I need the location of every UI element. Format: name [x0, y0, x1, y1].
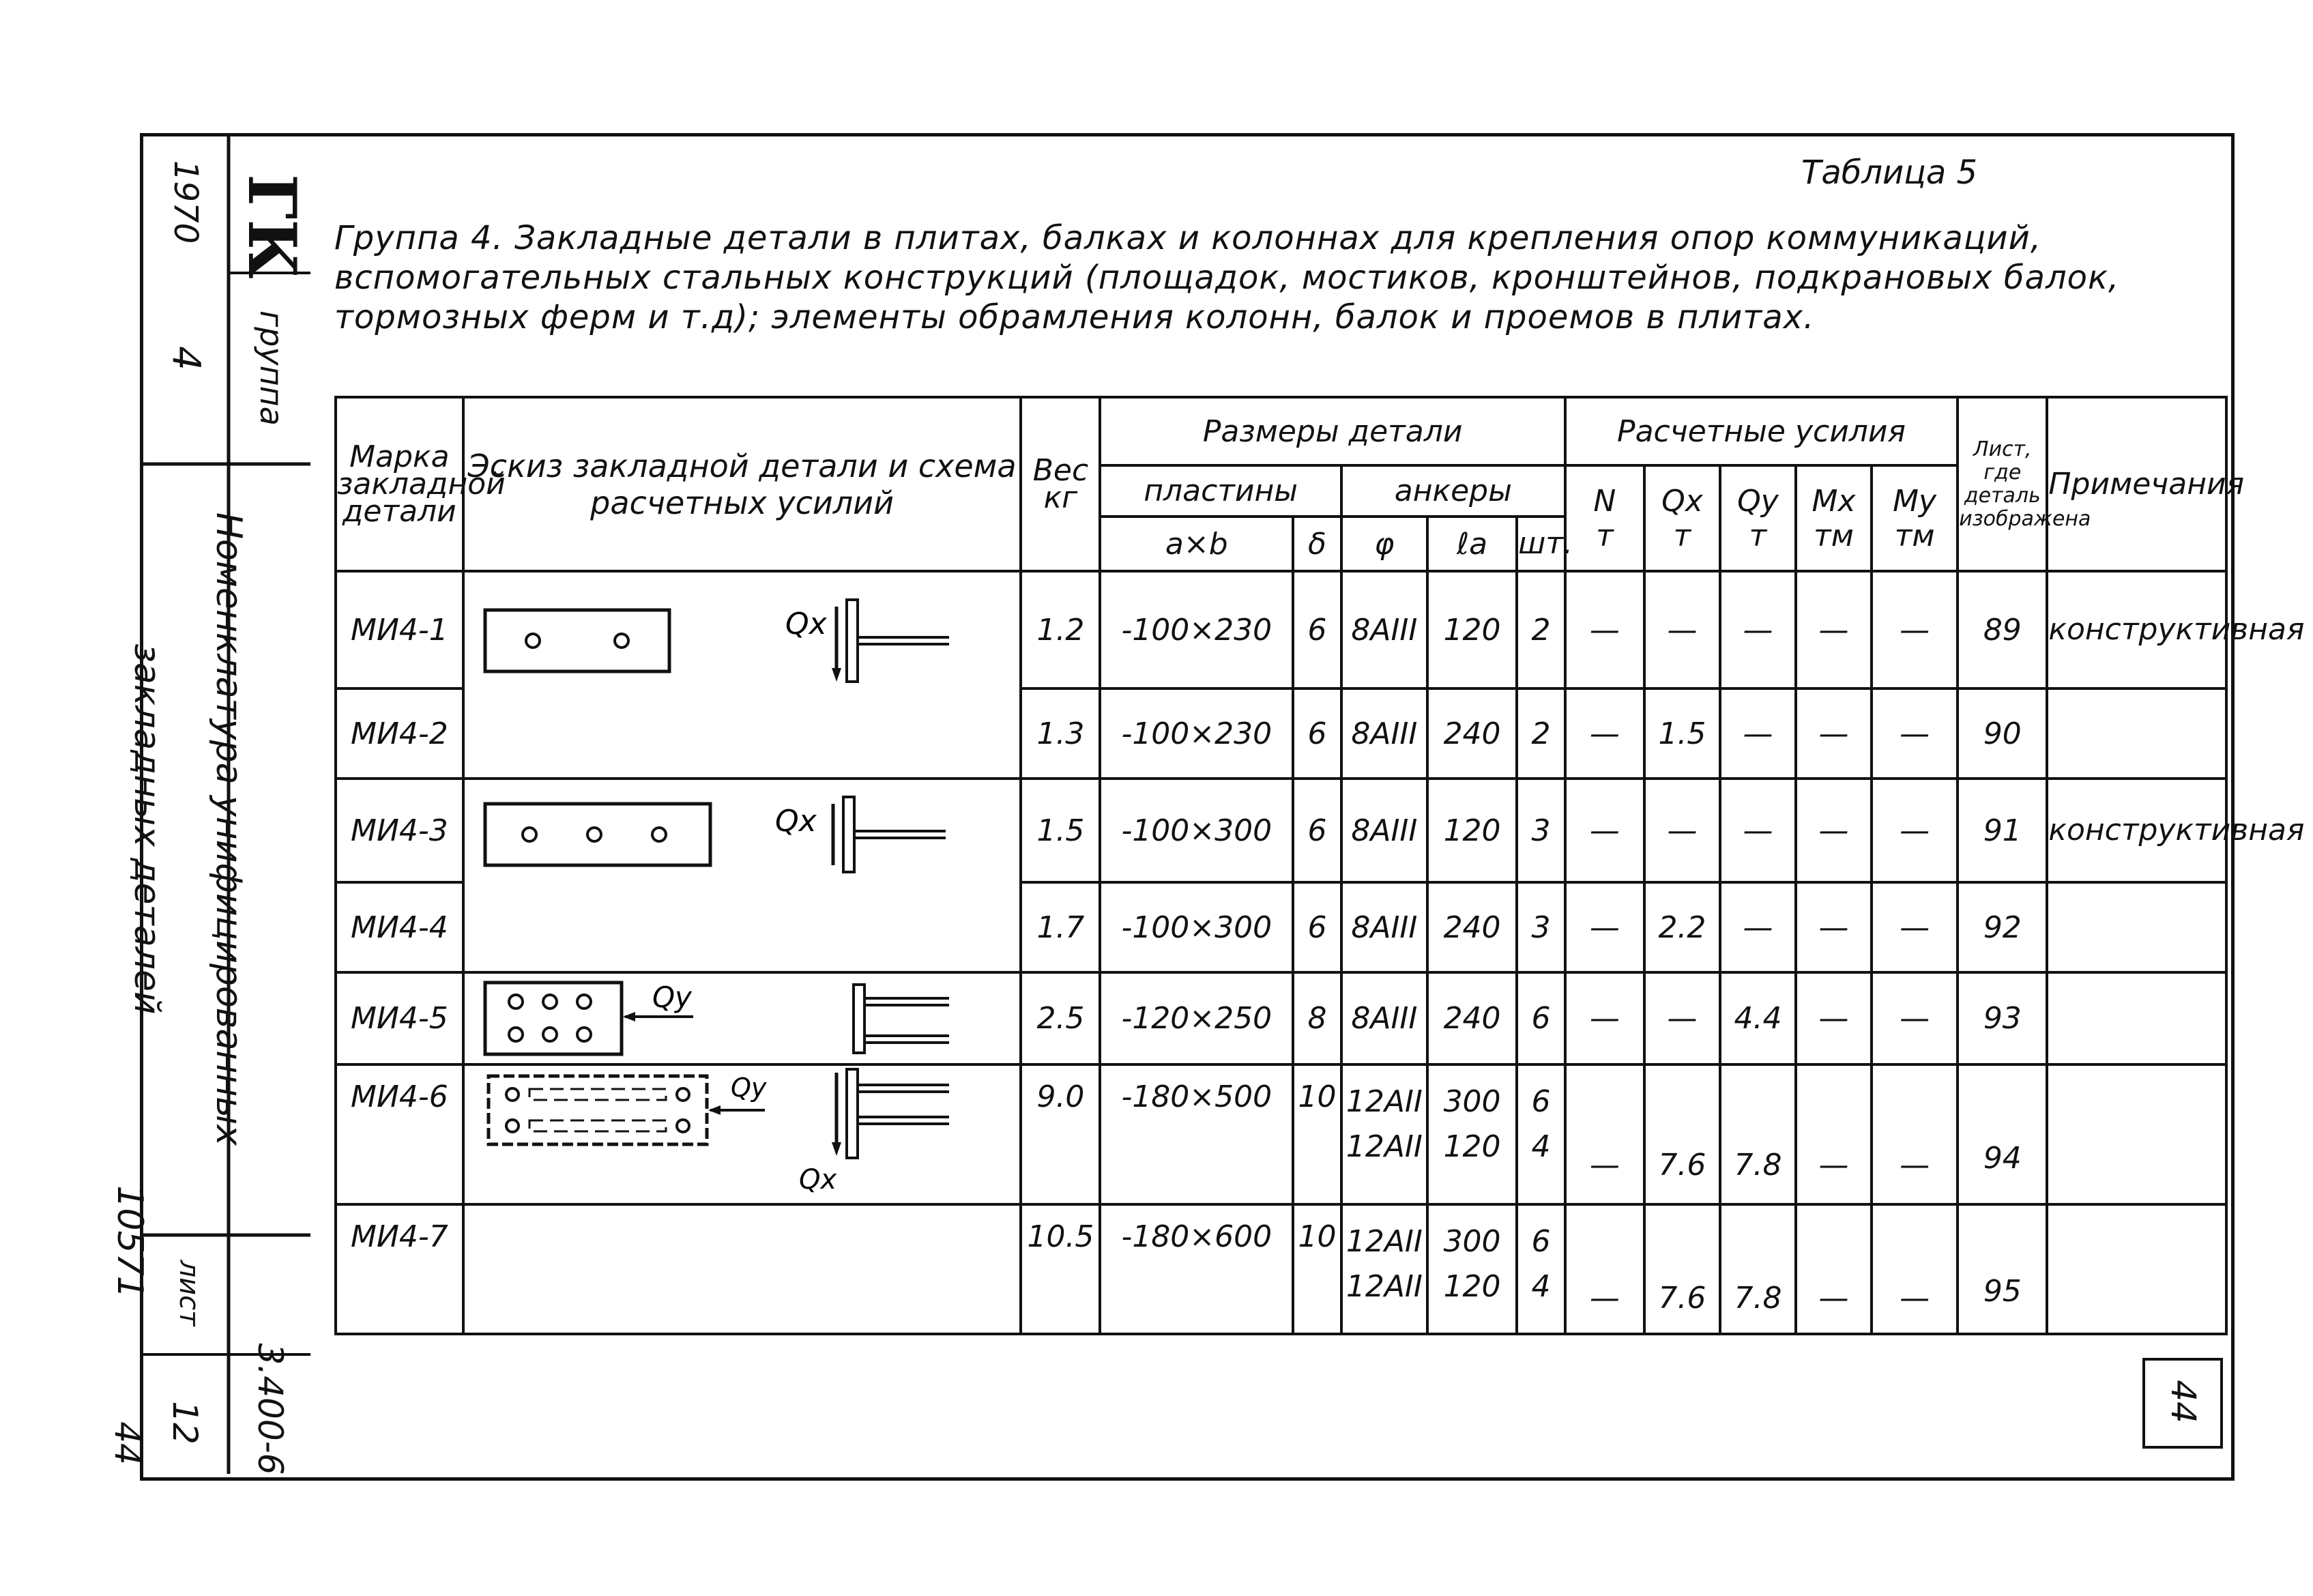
sketch-drawing [465, 572, 1010, 777]
col-qx-unit: т [1673, 518, 1691, 553]
row-la-2: 120 [1443, 1129, 1501, 1164]
col-n-unit: т [1596, 518, 1614, 553]
row-qy: — [1720, 571, 1796, 688]
row-pcs: 2 [1517, 688, 1565, 779]
row-my: — [1872, 882, 1958, 972]
row-pcs: 3 [1517, 779, 1565, 882]
col-n-label: N [1593, 483, 1616, 519]
col-qx [1644, 465, 1720, 571]
row-weight: 1.7 [1021, 882, 1100, 972]
row-mark: МИ4-1 [336, 571, 463, 688]
row-la-2: 120 [1443, 1269, 1501, 1304]
row-sheet: 90 [1958, 688, 2047, 779]
row-sheet: 92 [1958, 882, 2047, 972]
row-axb: -120×250 [1100, 972, 1293, 1064]
row-la: 240 [1427, 882, 1517, 972]
row-mark: МИ4-6 [336, 1064, 463, 1204]
row-n: — [1565, 972, 1644, 1064]
sketch-mi4-3 [463, 779, 1021, 972]
row-phi [1341, 1064, 1427, 1204]
row-la-1: 300 [1443, 1084, 1501, 1119]
row-note [2047, 688, 2226, 779]
col-mark: Марка закладной детали [336, 397, 463, 571]
row-pcs [1517, 1064, 1565, 1204]
row-sheet: 94 [1958, 1064, 2047, 1204]
sketch-mi4-6 [463, 1064, 1021, 1204]
col-notes: Примечания [2047, 397, 2226, 571]
col-mx-unit: тм [1814, 518, 1854, 553]
col-weight: Вес кг [1021, 397, 1100, 571]
row-pcs [1517, 1204, 1565, 1334]
row-mark: МИ4-4 [336, 882, 463, 972]
row-qx: 2.2 [1644, 882, 1720, 972]
col-qy-unit: т [1749, 518, 1767, 553]
row-qy: — [1720, 779, 1796, 882]
row-axb: -100×300 [1100, 882, 1293, 972]
row-sheet: 95 [1958, 1204, 2047, 1334]
row-note: конструктивная [2047, 571, 2226, 688]
row-axb: -100×300 [1100, 779, 1293, 882]
row-pcs-2: 4 [1531, 1129, 1551, 1164]
row-phi-2: 12AII [1345, 1269, 1423, 1304]
row-qx: — [1644, 571, 1720, 688]
row-pcs-2: 4 [1531, 1269, 1551, 1304]
row-weight: 1.3 [1021, 688, 1100, 779]
stamp-sheet-number: 12 [165, 1401, 205, 1445]
row-axb: -100×230 [1100, 688, 1293, 779]
row-n: — [1565, 1204, 1644, 1334]
col-la: ℓa [1427, 517, 1517, 571]
row-qy: 4.4 [1720, 972, 1796, 1064]
parts-table [334, 396, 2305, 1335]
col-anchors: анкеры [1341, 465, 1565, 517]
table-label: Таблица 5 [1801, 154, 1978, 192]
row-my: — [1872, 1064, 1958, 1204]
row-delta: 6 [1293, 571, 1341, 688]
row-qy: 7.8 [1720, 1204, 1796, 1334]
row-delta: 10 [1293, 1204, 1341, 1334]
sketch-mi4-7 [463, 1204, 1021, 1334]
row-mark: МИ4-2 [336, 688, 463, 779]
row-my: — [1872, 779, 1958, 882]
row-pcs: 3 [1517, 882, 1565, 972]
row-phi: 8AIII [1341, 882, 1427, 972]
row-phi: 8AIII [1341, 571, 1427, 688]
row-phi: 8AIII [1341, 779, 1427, 882]
row-mark: МИ4-5 [336, 972, 463, 1064]
col-pcs: шт. [1517, 517, 1565, 571]
row-pcs-1: 6 [1531, 1224, 1551, 1259]
group-heading: Группа 4. Закладные детали в плитах, балках и колоннах для крепления опор коммуникаций, вспомогательных стальных конструкций (площадок, мостиков, кронштейнов, подкрановых балок, тормозных ферм и т.д); элементы обрамления колонн, балок и проемов в плитах. [334, 219, 2120, 336]
col-delta: δ [1293, 517, 1341, 571]
row-n: — [1565, 571, 1644, 688]
row-la: 120 [1427, 779, 1517, 882]
row-mx: — [1796, 882, 1872, 972]
row-n: — [1565, 882, 1644, 972]
sketch-qy-label: Qy [652, 980, 692, 1014]
col-dims: Размеры детали [1100, 397, 1565, 465]
sketch-drawing [465, 1066, 1010, 1202]
row-qy: — [1720, 882, 1796, 972]
row-phi-1: 12AII [1345, 1084, 1423, 1119]
row-sheet: 93 [1958, 972, 2047, 1064]
row-la: 240 [1427, 688, 1517, 779]
row-mark: МИ4-7 [336, 1204, 463, 1334]
row-sheet: 91 [1958, 779, 2047, 882]
row-mx: — [1796, 571, 1872, 688]
row-mx: — [1796, 779, 1872, 882]
row-la: 240 [1427, 972, 1517, 1064]
stamp-year: 1970 [166, 160, 205, 244]
stamp-logo: ГК [233, 174, 310, 279]
stamp-series: 3.400-6 [250, 1343, 290, 1475]
row-mx: — [1796, 688, 1872, 779]
stamp-group-label: группа [253, 310, 290, 426]
row-qx: 7.6 [1644, 1064, 1720, 1204]
sketch-mi4-5 [463, 972, 1021, 1064]
col-mx [1796, 465, 1872, 571]
page-number: 44 [107, 1421, 147, 1465]
row-weight: 2.5 [1021, 972, 1100, 1064]
sketch-qx-label: Qx [798, 1164, 837, 1195]
row-qx: 7.6 [1644, 1204, 1720, 1334]
row-pcs: 6 [1517, 972, 1565, 1064]
sketch-qx-label: Qx [774, 804, 817, 839]
row-mx: — [1796, 1064, 1872, 1204]
row-delta: 10 [1293, 1064, 1341, 1204]
stamp-sheet-label: лист [173, 1260, 205, 1326]
col-sheet: Лист, где деталь изображена [1958, 397, 2047, 571]
row-note [2047, 1204, 2226, 1334]
col-plates: пластины [1100, 465, 1341, 517]
row-n: — [1565, 779, 1644, 882]
sketch-drawing [465, 974, 1010, 1063]
row-axb: -180×500 [1100, 1064, 1293, 1204]
row-weight: 10.5 [1021, 1204, 1100, 1334]
row-weight: 1.2 [1021, 571, 1100, 688]
row-delta: 6 [1293, 779, 1341, 882]
row-note [2047, 1064, 2226, 1204]
row-my: — [1872, 571, 1958, 688]
row-mark: МИ4-3 [336, 779, 463, 882]
sheet-reference-number: 44 [2164, 1380, 2203, 1423]
sheet-reference-box [2142, 1358, 2223, 1449]
stamp-title-line1: Номенклатура унифицированных [208, 512, 249, 1146]
row-axb: -180×600 [1100, 1204, 1293, 1334]
row-qy: 7.8 [1720, 1064, 1796, 1204]
col-phi: φ [1341, 517, 1427, 571]
row-pcs: 2 [1517, 571, 1565, 688]
row-axb: -100×230 [1100, 571, 1293, 688]
row-qx: 1.5 [1644, 688, 1720, 779]
row-weight: 9.0 [1021, 1064, 1100, 1204]
row-note: конструктивная [2047, 779, 2226, 882]
row-delta: 6 [1293, 688, 1341, 779]
col-my [1872, 465, 1958, 571]
row-note [2047, 972, 2226, 1064]
row-my: — [1872, 688, 1958, 779]
sketch-drawing [465, 780, 1010, 971]
row-weight: 1.5 [1021, 779, 1100, 882]
row-my: — [1872, 972, 1958, 1064]
row-n: — [1565, 1064, 1644, 1204]
row-delta: 8 [1293, 972, 1341, 1064]
col-my-unit: тм [1894, 518, 1935, 553]
row-qx: — [1644, 779, 1720, 882]
row-note [2047, 882, 2226, 972]
row-phi-1: 12AII [1345, 1224, 1423, 1259]
row-delta: 6 [1293, 882, 1341, 972]
row-phi-2: 12AII [1345, 1129, 1423, 1164]
row-la [1427, 1204, 1517, 1334]
row-pcs-1: 6 [1531, 1084, 1551, 1119]
sketch-mi4-1 [463, 571, 1021, 779]
row-phi: 8AIII [1341, 972, 1427, 1064]
row-la-1: 300 [1443, 1224, 1501, 1259]
archive-number: 10571 [109, 1185, 150, 1298]
row-qy: — [1720, 688, 1796, 779]
row-mx: — [1796, 1204, 1872, 1334]
col-sketch: Эскиз закладной детали и схема расчетных усилий [463, 397, 1021, 571]
stamp-group-number: 4 [164, 346, 208, 371]
col-mx-label: Mx [1812, 483, 1856, 519]
col-n [1565, 465, 1644, 571]
col-qy-label: Qy [1737, 483, 1779, 519]
col-axb: a×b [1100, 517, 1293, 571]
row-sheet: 89 [1958, 571, 2047, 688]
row-phi: 8AIII [1341, 688, 1427, 779]
row-qx: — [1644, 972, 1720, 1064]
row-my: — [1872, 1204, 1958, 1334]
sketch-qx-label: Qx [785, 607, 827, 641]
row-la: 120 [1427, 571, 1517, 688]
col-my-label: My [1893, 483, 1937, 519]
row-phi [1341, 1204, 1427, 1334]
col-qy [1720, 465, 1796, 571]
stamp-title-line2: закладных деталей [126, 643, 167, 1015]
row-mx: — [1796, 972, 1872, 1064]
col-qx-label: Qx [1661, 483, 1703, 519]
sketch-qy-label: Qy [730, 1073, 767, 1103]
row-n: — [1565, 688, 1644, 779]
col-forces: Расчетные усилия [1565, 397, 1958, 465]
row-la [1427, 1064, 1517, 1204]
